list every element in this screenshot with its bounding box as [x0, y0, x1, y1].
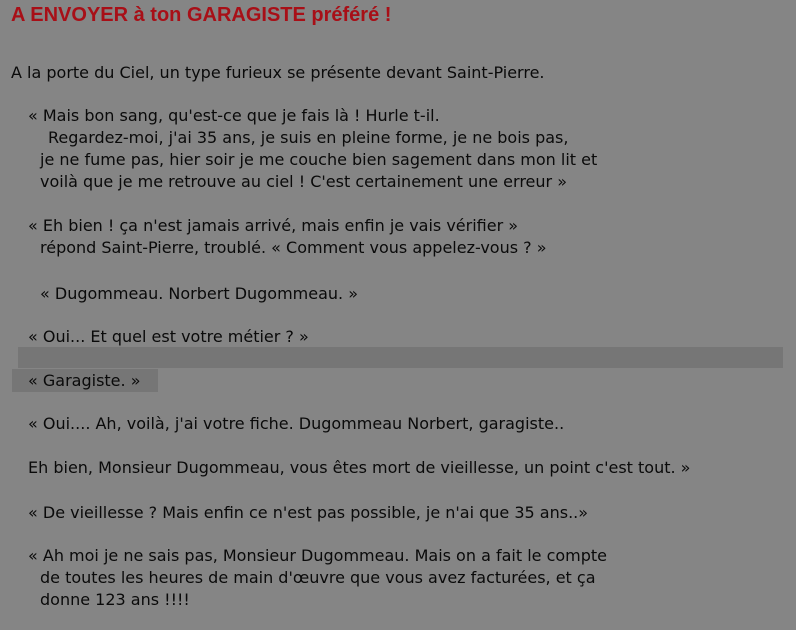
paragraph-line: « Eh bien ! ça n'est jamais arrivé, mais enfin je vais vérifier »	[28, 216, 519, 235]
selection-highlight	[18, 347, 783, 368]
paragraph-line: « Mais bon sang, qu'est-ce que je fais là ! Hurle t-il.	[28, 106, 440, 125]
paragraph-line: « Garagiste. »	[28, 371, 141, 390]
paragraph-line: répond Saint-Pierre, troublé. « Comment vous appelez-vous ? »	[40, 238, 547, 257]
paragraph-line: « Ah moi je ne sais pas, Monsieur Dugommeau. Mais on a fait le compte	[28, 546, 608, 565]
paragraph-line: Regardez-moi, j'ai 35 ans, je suis en pleine forme, je ne bois pas,	[48, 128, 569, 147]
paragraph-line: de toutes les heures de main d'œuvre que vous avez facturées, et ça	[40, 568, 596, 587]
email-title: A ENVOYER à ton GARAGISTE préféré !	[11, 4, 392, 26]
paragraph-line: « Oui.... Ah, voilà, j'ai votre fiche. Dugommeau Norbert, garagiste..	[28, 414, 565, 433]
paragraph-line: « De vieillesse ? Mais enfin ce n'est pas possible, je n'ai que 35 ans..»	[28, 503, 589, 522]
paragraph-line: je ne fume pas, hier soir je me couche bien sagement dans mon lit et	[40, 150, 598, 169]
paragraph-line: voilà que je me retrouve au ciel ! C'est certainement une erreur »	[40, 172, 567, 191]
paragraph-line: « Oui... Et quel est votre métier ? »	[28, 327, 309, 346]
paragraph-line: Eh bien, Monsieur Dugommeau, vous êtes mort de vieillesse, un point c'est tout. »	[28, 458, 691, 477]
paragraph-line: donne 123 ans !!!!	[40, 590, 190, 609]
paragraph-line: « Dugommeau. Norbert Dugommeau. »	[40, 284, 359, 303]
intro-text: A la porte du Ciel, un type furieux se présente devant Saint-Pierre.	[11, 63, 545, 82]
